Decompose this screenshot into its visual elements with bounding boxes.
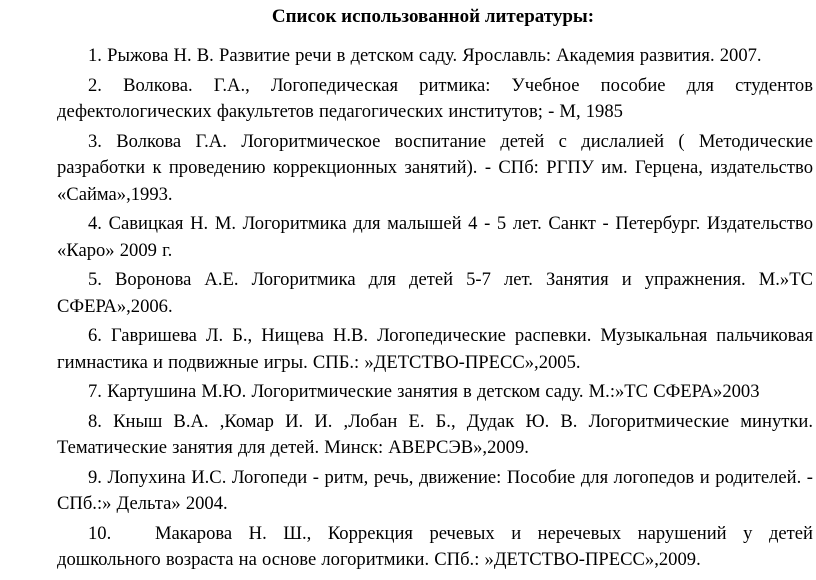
reference-item — [57, 379, 813, 406]
reference-item — [57, 211, 813, 264]
reference-item — [57, 521, 813, 574]
reference-number: 9. — [88, 466, 102, 488]
reference-text: Лопухина И.С. Логопеди - ритм, речь, движение: Пособие для логопедов и родителей. - СПб.:» Дельта» 2004. — [57, 466, 813, 514]
reference-item — [57, 409, 813, 462]
reference-text: Картушина М.Ю. Логоритмические занятия в детском саду. М.:»ТС СФЕРА»2003 — [107, 381, 760, 402]
reference-item — [57, 267, 813, 320]
reference-text: Рыжова Н. В. Развитие речи в детском саду. Ярославль: Академия развития. 2007. — [107, 45, 762, 66]
reference-item — [57, 129, 813, 209]
reference-text: Кныш В.А. ,Комар И. И. ,Лобан Е. Б., Дудак Ю. В. Логоритмические минутки. Тематические занятия для детей. Минск: АВЕРСЭВ»,2009. — [57, 410, 813, 458]
reference-number: 2. — [88, 74, 102, 96]
reference-item — [57, 323, 813, 376]
reference-number: 1. — [88, 45, 102, 66]
reference-text: Волкова Г.А. Логоритмическое воспитание детей с дислалией ( Методические разработки к проведению коррекционных занятий). - СПб: РГПУ им. Герцена, издательство «Сайма»,1993. — [57, 130, 814, 205]
reference-number: 10. — [88, 522, 112, 544]
reference-text: Гавришева Л. Б., Нищева Н.В. Логопедические распевки. Музыкальная пальчиковая гимнастика и подвижные игры. СПБ.: »ДЕТСТВО-ПРЕСС»,2005. — [57, 325, 814, 373]
reference-text: Савицкая Н. М. Логоритмика для малышей 4 - 5 лет. Санкт - Петербург. Издательство «Каро» 2009 г. — [57, 213, 813, 261]
reference-list — [57, 43, 813, 574]
reference-item — [57, 43, 813, 70]
reference-number: 5. — [88, 269, 102, 290]
reference-item — [57, 465, 813, 518]
reference-number: 3. — [88, 130, 102, 152]
reference-item — [57, 73, 813, 126]
reference-number: 6. — [88, 325, 102, 346]
reference-text: Воронова А.Е. Логоритмика для детей 5-7 лет. Занятия и упражнения. М.»ТС СФЕРА»,2006. — [57, 269, 813, 317]
reference-text: Волкова. Г.А., Логопедическая ритмика: Учебное пособие для студентов дефектологических факультетов педагогических институтов; - М, 1985 — [57, 74, 813, 122]
reference-text: Макарова Н. Ш., Коррекция речевых и неречевых нарушений у детей дошкольного возраста на основе логоритмики. СПб.: »ДЕТСТВО-ПРЕСС»,2009. — [57, 522, 813, 570]
title-spacer — [57, 30, 813, 43]
document-title: Список использованной литературы: — [271, 6, 595, 27]
reference-number: 4. — [88, 213, 102, 234]
reference-number: 8. — [88, 410, 102, 432]
reference-number: 7. — [88, 381, 102, 402]
